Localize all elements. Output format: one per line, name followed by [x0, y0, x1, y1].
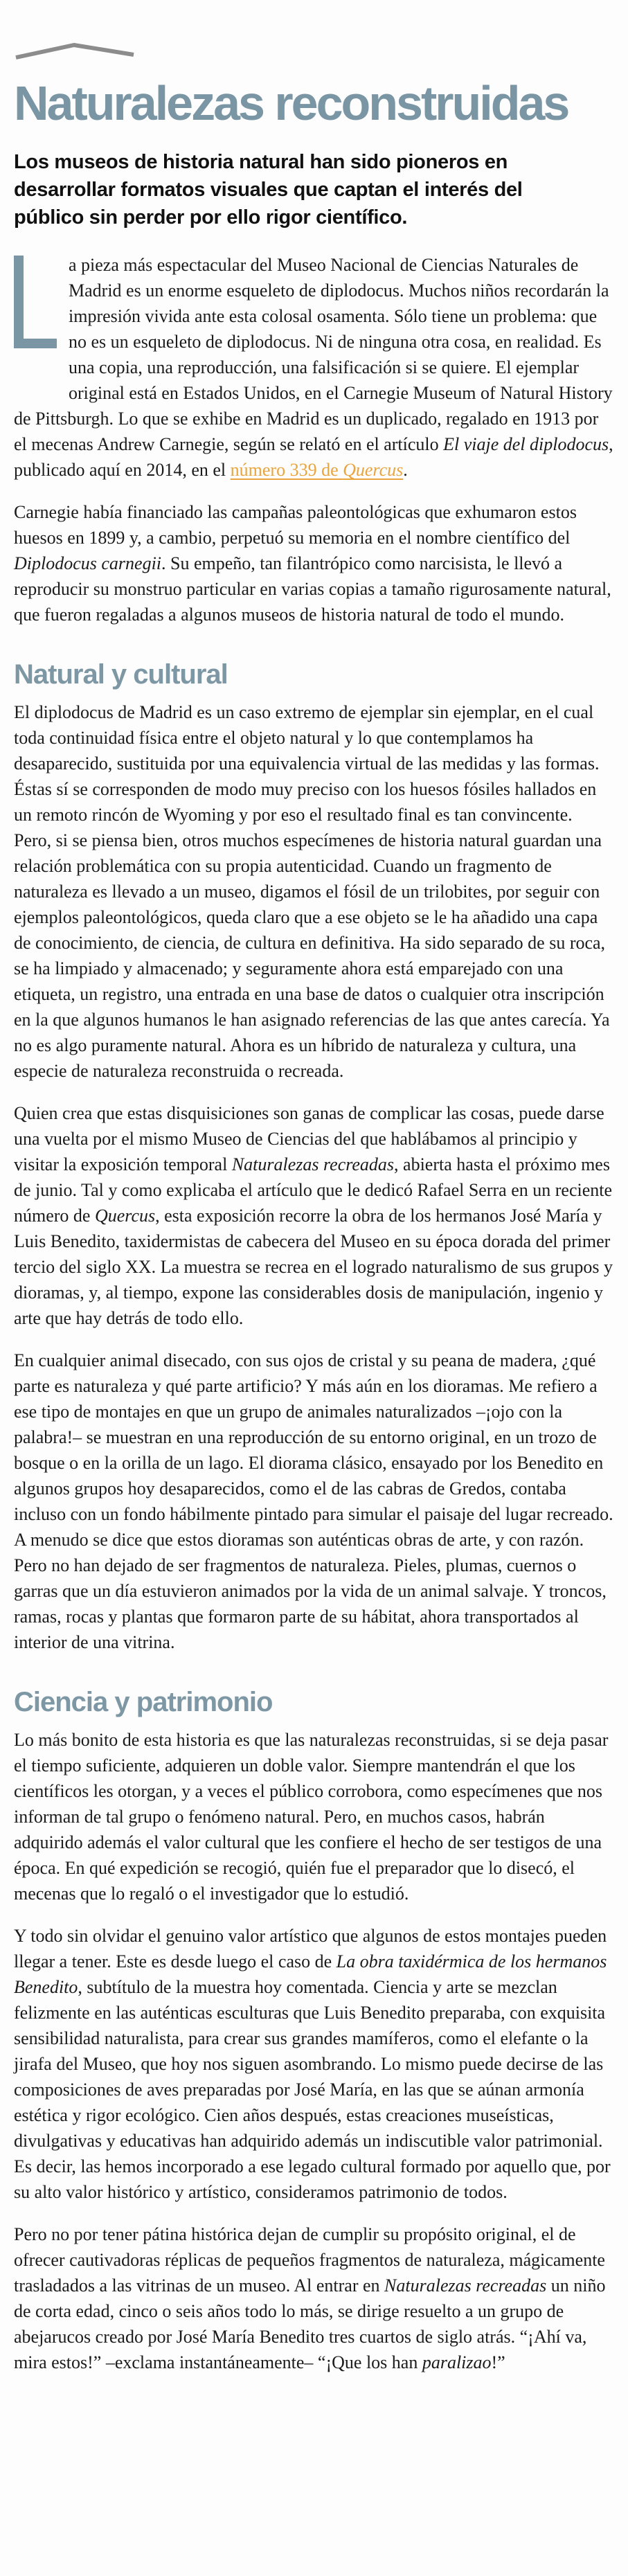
page-title: Naturalezas reconstruidas — [14, 76, 568, 130]
chevron-decoration-icon — [15, 43, 136, 61]
italic-text: paralizao — [422, 2352, 492, 2372]
text-run: Y todo sin olvidar el genuino valor artístico que algunos de estos montajes pueden llegar a tener. Este es desde luego el caso de — [14, 1926, 607, 1971]
paragraph — [14, 1923, 614, 2205]
section-heading-ciencia-y-patrimonio: Ciencia y patrimonio — [14, 1687, 273, 1717]
quercus-article-link[interactable]: Quercus — [343, 460, 404, 480]
italic-text: Quercus — [94, 1206, 156, 1226]
text-run: !” — [491, 2352, 505, 2372]
paragraph — [14, 499, 614, 627]
paragraph-text — [14, 1350, 613, 1652]
article-intro: Los museos de historia natural han sido pioneros en desarrollar formatos visuales que captan el interés del público sin perder por ello rigor científico. — [14, 151, 523, 229]
paragraph-text — [14, 2224, 606, 2372]
quercus-article-link[interactable]: número 339 de — [230, 460, 343, 480]
paragraph-lead — [14, 252, 614, 483]
text-run: , abierta hasta el próximo mes de junio. Tal y como explicaba el artículo que le dedicó Rafael Serra en un reciente número de — [14, 1154, 613, 1226]
section-heading-natural-y-cultural: Natural y cultural — [14, 659, 228, 690]
italic-text: El viaje del diplodocus — [443, 434, 609, 454]
text-run: Lo más bonito de esta historia es que las naturalezas reconstruidas, si se deja pasar el tiempo suficiente, adquieren un doble valor. Siempre mantendrán el que los científicos les otorgan, y a veces el público corrobora, como especímenes que nos informan de tal grupo o fenómeno natural. Pero, en muchos casos, habrán adquirido además el valor cultural que les confiere el hecho de ser testigos de una época. En qué expedición se recogió, quién fue el preparador que lo disecó, el mecenas que lo regaló o el investigador que lo estudió. — [14, 1730, 609, 1904]
paragraph-text — [14, 702, 610, 1081]
text-run: El diplodocus de Madrid es un caso extremo de ejemplar sin ejemplar, en el cual toda continuidad física entre el objeto natural y lo que contemplamos ha desaparecido, sustituida por una equivalencia virtual de las medidas y las formas. Éstas sí se corresponden de modo muy preciso con los huesos fósiles hallados en un remoto rincón de Wyoming y por eso el resultado final es tan convincente. Pero, si se piensa bien, otros muchos especímenes de historia natural guardan una relación problemática con su propia autenticidad. Cuando un fragmento de naturaleza es llevado a un museo, digamos el fósil de un trilobites, por seguir con ejemplos paleontológicos, queda claro que a ese objeto se le ha añadido una capa de conocimiento, de ciencia, de cultura en definitiva. Ha sido separado de su roca, se ha limpiado y almacenado; y seguramente ahora está emparejado con una etiqueta, un registro, una entrada en una base de datos o cualquier otra inscripción en la que algunos humanos le han asignado referencias de las que antes carecía. Ya no es algo puramente natural. Ahora es un híbrido de naturaleza y cultura, una especie de naturaleza reconstruida o recreada. — [14, 702, 610, 1081]
italic-text: La obra taxidérmica de los hermanos Benedito — [14, 1951, 607, 1997]
italic-text: Diplodocus carnegii — [14, 553, 162, 573]
text-run: . Su empeño, tan filantrópico como narcisista, le llevó a reproducir su monstruo particular en varias copias a tamaño rigurosamente natural, que fueron regaladas a algunos museos de historia natural de todo el mundo. — [14, 553, 611, 625]
italic-text: Naturalezas recreadas — [384, 2275, 547, 2296]
paragraph — [14, 1348, 614, 1655]
italic-text: Naturalezas recreadas — [231, 1154, 395, 1174]
paragraph — [14, 1100, 614, 1331]
text-run: Pero no por tener pátina histórica dejan de cumplir su propósito original, el de ofrecer cautivadoras réplicas de pequeños fragmentos de naturaleza, mágicamente trasladados a las vitrinas de un museo. Al entrar en — [14, 2224, 605, 2296]
text-run: un niño de corta edad, cinco o seis años todo lo más, se dirige resuelto a un grupo de abejarucos creado por José María Benedito tres cuartos de siglo atrás. “¡Ahí va, mira estos!” –exclama instantáneamente– “¡Que los han — [14, 2275, 606, 2372]
text-run: Quien crea que estas disquisiciones son ganas de complicar las cosas, puede darse una vuelta por el mismo Museo de Ciencias del que hablábamos al principio y visitar la exposición temporal — [14, 1103, 604, 1174]
paragraph — [14, 2221, 614, 2375]
text-run: Carnegie había financiado las campañas paleontológicas que exhumaron estos huesos en 1899 y, a cambio, perpetuó su memoria en el nombre científico del — [14, 502, 577, 548]
paragraph-text — [14, 1926, 611, 2202]
paragraph-text — [14, 502, 611, 625]
paragraph-text — [14, 1730, 608, 1904]
paragraph — [14, 699, 614, 1084]
paragraph-text — [14, 1103, 613, 1328]
text-run: a pieza más espectacular del Museo Nacional de Ciencias Naturales de Madrid es un enorme esqueleto de diplodocus. Muchos niños recordarán la impresión vivida ante esta colosal osamenta. Sólo tiene un problema: que no es un esqueleto de diplodocus. Ni de ninguna otra cosa, en realidad. Es una copia, una reproducción, una falsificación si se quiere. El ejemplar original está en Estados Unidos, en el Carnegie Museum of Natural History de Pittsburgh. Lo que se exhibe en Madrid es un duplicado, regalado en 1913 por el mecenas Andrew Carnegie, según se relató en el artículo — [14, 255, 613, 454]
text-run: , subtítulo de la muestra hoy comentada. Ciencia y arte se mezclan felizmente en las auténticas esculturas que Luis Benedito preparaba, con exquisita sensibilidad naturalista, para crear sus grandes mamíferos, como el elefante o la jirafa del Museo, que hoy nos siguen asombrando. Lo mismo puede decirse de las composiciones de aves preparadas por José María, en las que se aúnan armonía estética y rigor ecológico. Cien años después, estas creaciones museísticas, divulgativas y educativas han adquirido además un indiscutible valor patrimonial. Es decir, las hemos incorporado a ese legado cultural formado por aquello que, por su alto valor histórico y artístico, consideramos patrimonio de todos. — [14, 1977, 611, 2202]
text-run: , esta exposición recorre la obra de los hermanos José María y Luis Benedito, taxidermistas de cabecera del Museo en su época dorada del primer tercio del siglo XX. La muestra se recrea en el logrado naturalismo de sus grupos y dioramas, y, al tiempo, expone las considerables dosis de manipulación, ingenio y arte que hay detrás de todo ello. — [14, 1206, 613, 1328]
text-run: . — [403, 460, 408, 480]
paragraph — [14, 1727, 614, 1906]
text-run: , publicado aquí en 2014, en el — [14, 434, 613, 480]
drop-cap-letter — [14, 256, 57, 348]
paragraph-text — [14, 255, 613, 480]
text-run: En cualquier animal disecado, con sus ojos de cristal y su peana de madera, ¿qué parte es naturaleza y qué parte artificio? Y más aún en los dioramas. Me refiero a ese tipo de montajes en que un grupo de animales naturalizados –¡ojo con la palabra!– se muestran en una reproducción de su entorno original, en un trozo de bosque o en la orilla de un lago. El diorama clásico, ensayado por los Benedito en algunos grupos hoy desaparecidos, como el de las cabras de Gredos, contaba incluso con un fondo hábilmente pintado para simular el paisaje del lugar recreado. A menudo se dice que estos dioramas son auténticas obras de arte, y con razón. Pero no han dejado de ser fragmentos de naturaleza. Pieles, plumas, cuernos o garras que un día estuvieron animados por la vida de un animal salvaje. Y troncos, ramas, rocas y plantas que formaron parte de su hábitat, ahora transportados al interior de una vitrina. — [14, 1350, 613, 1652]
